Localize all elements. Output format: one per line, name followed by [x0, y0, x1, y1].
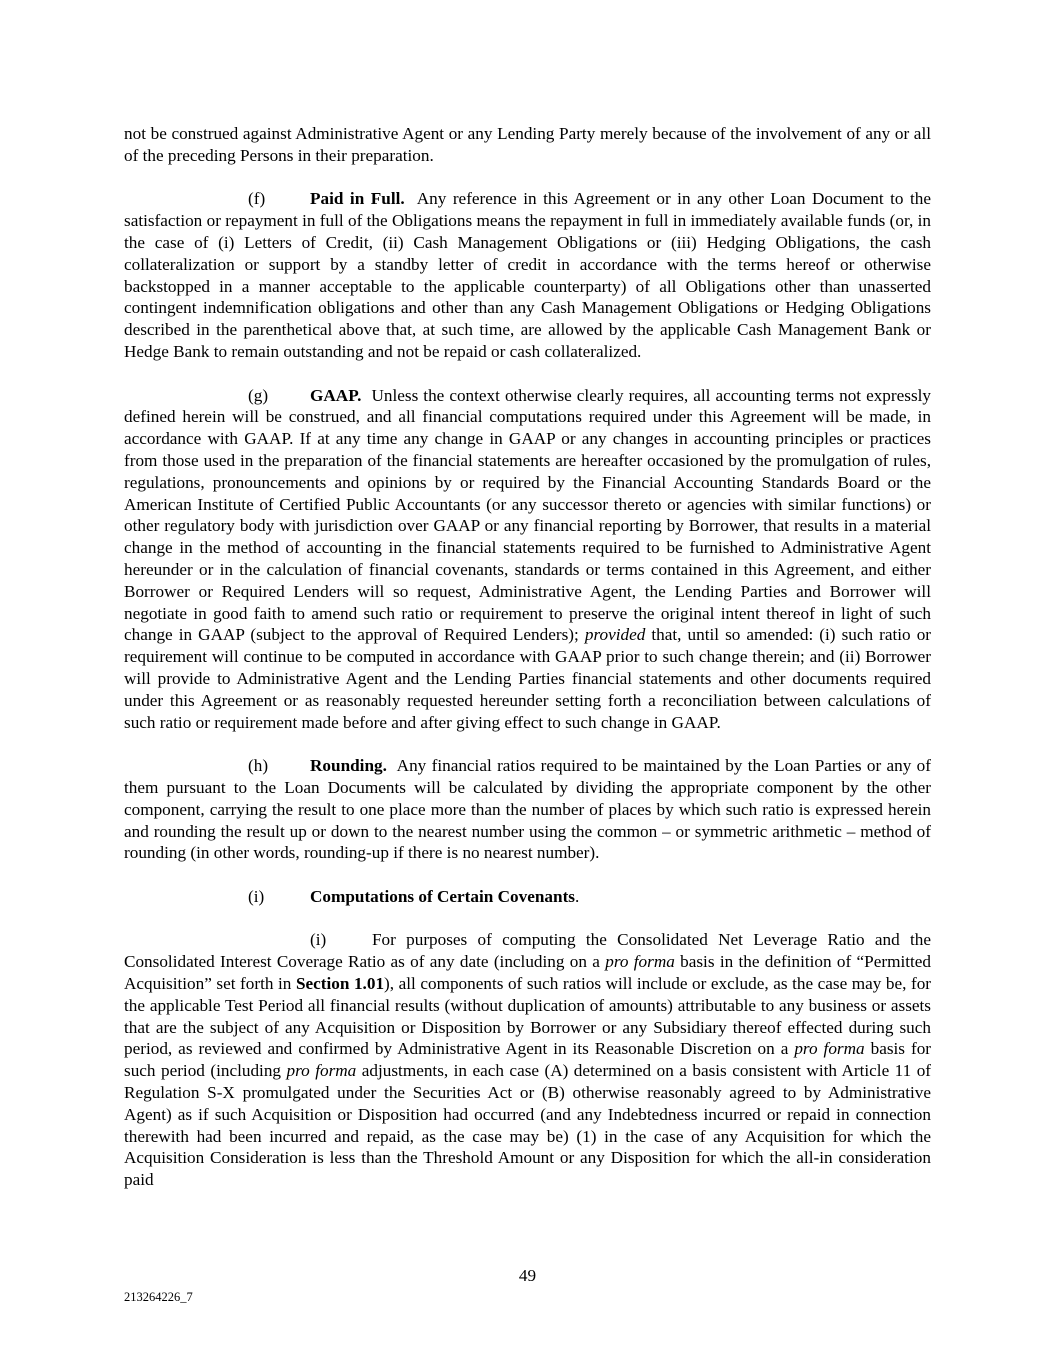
page-number: 49	[518, 1266, 537, 1285]
paragraph-i-heading	[124, 886, 931, 908]
subparagraph-i-i-pro-forma-1: pro forma	[605, 952, 675, 972]
subparagraph-i-i	[124, 929, 931, 1191]
paragraph-g-provided: provided	[584, 625, 646, 645]
paragraph-h-body: Any financial ratios required to be maintained by the Loan Parties or any of them pursuant to the Loan Documents will be calculated by dividing the appropriate component by the other component, carrying the result to one place more than the number of places by which such ratio is expressed herein and rounding the result up or down to the nearest number using the common – or symmetric arithmetic – method of rounding (in other words, rounding-up if there is no nearest number).	[124, 756, 931, 863]
subparagraph-i-i-number: (i)	[310, 930, 327, 950]
subparagraph-i-i-body-5: adjustments, in each case (A) determined on a basis consistent with Article 11 of Regulation S-X promulgated under the Securities Act or (B) otherwise reasonably agreed to by Administrative Agent) as if such Acquisition or Disposition had occurred (and any Indebtedness incurred or repaid in connection therewith had been incurred and repaid, as the case may be) (1) in the case of any Acquisition for which the Acquisition Consideration is less than the Threshold Amount or any Disposition for which the all-in consideration paid	[124, 1061, 932, 1190]
document-page	[124, 123, 931, 1213]
paragraph-h-heading: Rounding.	[310, 756, 387, 776]
subparagraph-i-i-pro-forma-3: pro forma	[286, 1061, 357, 1081]
document-id: 213264226_7	[124, 1290, 193, 1304]
paragraph-f-number: (f)	[248, 189, 266, 209]
subparagraph-i-i-body-2: basis in the definition of “Permitted Acquisition” set forth in	[124, 952, 931, 994]
paragraph-g-number: (g)	[248, 385, 269, 405]
paragraph-h	[124, 755, 931, 864]
paragraph-intro-text: not be construed against Administrative Agent or any Lending Party merely because of the involvement of any or all of the preceding Persons in their preparation.	[124, 124, 931, 165]
paragraph-g	[124, 385, 931, 734]
subparagraph-i-i-pro-forma-2: pro forma	[794, 1039, 865, 1059]
paragraph-i-title-period: .	[574, 886, 580, 906]
paragraph-f	[124, 188, 931, 362]
subparagraph-i-i-body-1: For purposes of computing the Consolidated Net Leverage Ratio and the Consolidated Interest Coverage Ratio as of any date (including on a	[124, 930, 931, 972]
paragraph-g-body-2: that, until so amended: (i) such ratio or requirement will continue to be computed in accordance with GAAP prior to such change therein; and (ii) Borrower will provide to Administrative Agent and the Lending Parties financial statements and other documents required under this Agreement or as reasonably requested hereunder setting forth a reconciliation between calculations of such ratio or requirement made before and after giving effect to such change in GAAP.	[124, 625, 932, 732]
paragraph-i-number: (i)	[248, 886, 265, 906]
paragraph-f-body: Any reference in this Agreement or in any other Loan Document to the satisfaction or repayment in full of the Obligations means the repayment in full in immediately available funds (or, in the case of (i) Letters of Credit, (ii) Cash Management Obligations or (iii) Hedging Obligations, the cash collateralization or support by a standby letter of credit in accordance with the terms hereof or otherwise backstopped in a manner acceptable to the applicable counterparty) of all Obligations other than unasserted contingent indemnification obligations and other than any Cash Management Obligations or Hedging Obligations described in the parenthetical above that, at such time, are allowed by the applicable Cash Management Bank or Hedge Bank to remain outstanding and not be repaid or cash collateralized.	[124, 189, 931, 361]
subparagraph-i-i-section-ref: Section 1.01	[295, 974, 385, 994]
paragraph-g-heading: GAAP.	[310, 385, 362, 405]
paragraph-intro	[124, 123, 931, 167]
subparagraph-i-i-body-4: basis for such period (including	[124, 1039, 932, 1081]
paragraph-f-heading: Paid in Full.	[310, 189, 405, 209]
subparagraph-i-i-body-3: ), all components of such ratios will include or exclude, as the case may be, for the applicable Test Period all financial results (without duplication of amounts) attributable to any business or assets that are the subject of any Acquisition or Disposition by Borrower or any Subsidiary thereof effected during such period, as reviewed and confirmed by Administrative Agent in its Reasonable Discretion on a	[124, 974, 932, 1059]
paragraph-i-title: Computations of Certain Covenants	[310, 886, 575, 906]
paragraph-h-number: (h)	[248, 756, 269, 776]
paragraph-g-body-1: Unless the context otherwise clearly requires, all accounting terms not expressly defined herein will be construed, and all financial computations required under this Agreement will be made, in accordance with GAAP. If at any time any change in GAAP or any changes in accounting principles or practices from those used in the preparation of the financial statements are hereafter occasioned by the promulgation of rules, regulations, pronouncements and opinions by or required by the Financial Accounting Standards Board or the American Institute of Certified Public Accountants (or any successor thereto or agencies with similar functions) or other regulatory body with jurisdiction over GAAP or any financial reporting by Borrower, that results in a material change in the method of accounting in the financial statements required to be furnished to Administrative Agent hereunder or in the calculation of financial covenants, standards or terms contained in this Agreement, and either Borrower or Required Lenders will so request, Administrative Agent, the Lending Parties and Borrower will negotiate in good faith to amend such ratio or requirement to preserve the original intent thereof in light of such change in GAAP (subject to the approval of Required Lenders);	[124, 385, 932, 645]
